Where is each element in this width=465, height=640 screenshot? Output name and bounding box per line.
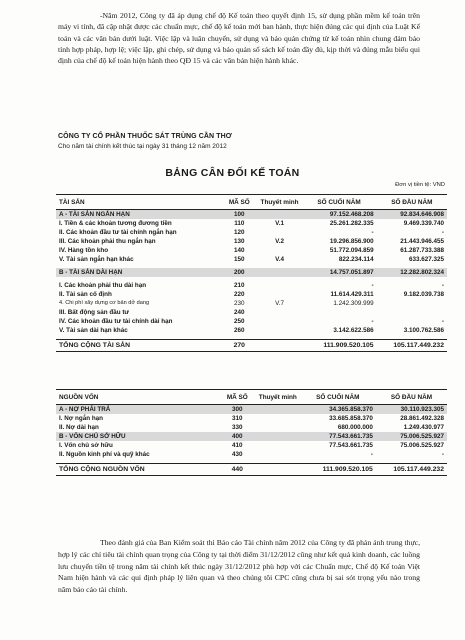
row-note xyxy=(258,308,302,317)
row-code: 410 xyxy=(232,442,243,449)
row-name: V. Tài sản ngắn hạn khác xyxy=(59,256,134,263)
row-end-value: 34.365.858.370 xyxy=(300,405,376,415)
row-end-value: - xyxy=(371,229,374,236)
table-row xyxy=(56,464,447,476)
header-note: Thuyết minh xyxy=(258,195,302,210)
row-end-value: 3.142.622.586 xyxy=(333,327,374,334)
row-note xyxy=(258,210,302,220)
row-begin-value: 105.117.449.232 xyxy=(377,340,447,352)
row-begin-value: 9.182.039.738 xyxy=(403,291,444,298)
row-name: II. Nợ dài hạn xyxy=(59,424,99,431)
reporting-period: Cho năm tài chính kết thúc tại ngày 31 tháng 12 năm 2012 xyxy=(58,143,227,150)
row-note xyxy=(256,441,300,450)
row-begin-value xyxy=(377,308,447,317)
row-begin-value: - xyxy=(441,282,444,289)
row-end-value: - xyxy=(371,318,374,325)
row-name: I. Các khoản phải thu dài hạn xyxy=(59,282,147,289)
row-end-value: 111.909.520.105 xyxy=(302,340,377,352)
row-begin-value: - xyxy=(441,229,444,236)
row-end-value: 77.543.661.735 xyxy=(329,442,373,449)
row-end-value: - xyxy=(371,282,374,289)
row-end-value: - xyxy=(370,451,373,458)
row-note xyxy=(258,228,302,237)
row-end-value: 97.152.468.208 xyxy=(302,210,377,220)
row-name: IV. Các khoản đầu tư tài chính dài hạn xyxy=(59,318,173,325)
row-name: II. Nguồn kinh phí và quỹ khác xyxy=(59,451,150,458)
row-begin-value: 75.006.525.927 xyxy=(400,442,444,449)
row-code: 140 xyxy=(234,247,245,254)
table-row xyxy=(56,340,447,352)
table-row xyxy=(56,237,447,246)
row-code: 240 xyxy=(234,309,245,316)
row-code: 400 xyxy=(219,432,256,441)
row-code: 200 xyxy=(221,268,257,277)
row-begin-value xyxy=(377,299,447,308)
table-row xyxy=(56,219,447,228)
table-row xyxy=(56,246,447,255)
header-end: SỐ CUỐI NĂM xyxy=(302,195,377,210)
row-begin-value: 28.861.492.328 xyxy=(400,415,444,422)
row-note: V.2 xyxy=(275,238,284,245)
row-end-value: 822.234.114 xyxy=(338,256,374,263)
table-row xyxy=(56,405,447,415)
row-begin-value: 1.249.430.977 xyxy=(403,424,444,431)
header-code: MÃ SỐ xyxy=(219,390,256,405)
header-begin: SỐ ĐẦU NĂM xyxy=(376,390,447,405)
row-begin-value: 9.469.339.740 xyxy=(403,220,444,227)
row-end-value: 11.614.429.311 xyxy=(330,291,374,298)
row-name: I. Nợ ngắn hạn xyxy=(59,415,104,422)
row-name: TỔNG CỘNG NGUỒN VỐN xyxy=(56,464,219,476)
row-begin-value: 21.443.946.455 xyxy=(400,238,444,245)
row-name: I. Tiền & các khoản tương đương tiền xyxy=(59,220,172,227)
row-end-value: 25.261.282.335 xyxy=(329,220,374,227)
row-code: 150 xyxy=(234,256,245,263)
row-note xyxy=(256,464,300,476)
row-name: II. Tài sản cố định xyxy=(59,291,112,298)
assets-table xyxy=(56,194,447,352)
row-name: 4. Chi phí xây dựng cơ bản dở dang xyxy=(59,300,150,306)
row-code: 310 xyxy=(232,415,243,422)
company-name: CÔNG TY CỔ PHẦN THUỐC SÁT TRÙNG CẦN THƠ xyxy=(58,133,232,140)
row-end-value: 680.000.000 xyxy=(337,424,373,431)
row-note xyxy=(258,268,302,277)
header-name: NGUỒN VỐN xyxy=(56,390,219,405)
table-row xyxy=(56,326,447,335)
intro-paragraph: -Năm 2012, Công ty đã áp dụng chế độ Kế toán theo quyết định 15, sử dụng phần mềm kế toán trên máy vi tính, đã cập nhật được các chuẩn mực, chế độ kế toán mới ban hành, thực hiện đúng các qui định của Luật Kế toán và các văn bản dưới luật. Việc lập và luân chuyển, sử dụng và bảo quản chứng từ kế toán nhìn chung đảm bảo tính hợp pháp, hợp lệ; việc lập, ghi chép, sử dụng và bảo quản sổ sách kế toán đầy đủ, kịp thời và đúng mẫu biểu qui định của chế độ kế toán hiện hành theo QĐ 15 và các văn bản hiện hành khác. xyxy=(58,11,420,66)
header-code: MÃ SỐ xyxy=(221,195,257,210)
row-note xyxy=(256,423,300,432)
row-begin-value: 30.110.923.305 xyxy=(376,405,447,415)
row-note xyxy=(258,340,302,352)
row-end-value: 14.757.051.897 xyxy=(302,268,377,277)
row-code: 430 xyxy=(232,451,243,458)
row-note xyxy=(256,414,300,423)
row-note: V.7 xyxy=(275,300,284,307)
table-row xyxy=(56,210,447,220)
header-name: TÀI SẢN xyxy=(56,195,221,210)
row-name: TỔNG CỘNG TÀI SẢN xyxy=(56,340,221,352)
table-row xyxy=(56,268,447,277)
table-row xyxy=(56,299,447,308)
row-note xyxy=(256,405,300,415)
row-name: B - VỐN CHỦ SỞ HỮU xyxy=(56,432,219,441)
row-name: I. Vốn chủ sở hữu xyxy=(59,442,113,449)
table-row xyxy=(56,255,447,264)
row-note: V.4 xyxy=(275,256,284,263)
table-row xyxy=(56,228,447,237)
row-name: II. Các khoản đầu tư tài chính ngắn hạn xyxy=(59,229,177,236)
row-note xyxy=(258,246,302,255)
row-end-value: 1.242.309.999 xyxy=(333,300,374,307)
row-begin-value: 105.117.449.232 xyxy=(376,464,447,476)
liabilities-table xyxy=(56,389,447,476)
row-begin-value: 12.282.802.324 xyxy=(377,268,447,277)
liabilities-header-row xyxy=(56,390,447,405)
row-name: III. Bất động sản đầu tư xyxy=(59,309,129,316)
row-code: 130 xyxy=(234,238,245,245)
row-code: 270 xyxy=(221,340,257,352)
table-row xyxy=(56,308,447,317)
row-note xyxy=(258,317,302,326)
header-begin: SỐ ĐẦU NĂM xyxy=(377,195,447,210)
row-code: 220 xyxy=(234,291,245,298)
row-code: 250 xyxy=(234,318,245,325)
row-end-value: 111.909.520.105 xyxy=(300,464,376,476)
row-begin-value: 3.100.762.586 xyxy=(403,327,444,334)
row-begin-value: 92.834.646.908 xyxy=(377,210,447,220)
row-name: III. Các khoản phải thu ngắn hạn xyxy=(59,238,156,245)
header-end: SỐ CUỐI NĂM xyxy=(300,390,376,405)
conclusion-paragraph: Theo đánh giá của Ban Kiểm soát thì Báo cáo Tài chính năm 2012 của Công ty đã phản ánh trung thực, hợp lý các chỉ tiêu tài chính quan trọng của Công ty tại thời điểm 31/12/2012 cũng như kết quả kinh doanh, các luồng lưu chuyển tiền tệ trong năm tài chính kết thúc ngày 31/12/2012 phù hợp với các Chuẩn mực, Chế độ Kế toán Việt Nam hiện hành và các qui định pháp lý liên quan và theo chúng tôi CPC cũng chưa bị sai sót trọng yếu nào trong năm báo cáo tài chính. xyxy=(58,538,420,595)
row-name: V. Tài sản dài hạn khác xyxy=(59,327,128,334)
table-row xyxy=(56,414,447,423)
row-begin-value: 75.006.525.927 xyxy=(376,432,447,441)
assets-header-row xyxy=(56,195,447,210)
balance-sheet-title: BẢNG CÂN ĐỐI KẾ TOÁN xyxy=(165,167,300,179)
row-name: B - TÀI SẢN DÀI HẠN xyxy=(56,268,221,277)
row-end-value: 77.543.661.735 xyxy=(300,432,376,441)
row-code: 330 xyxy=(232,424,243,431)
row-code: 300 xyxy=(219,405,256,415)
table-row xyxy=(56,441,447,450)
row-end-value: 33.685.858.370 xyxy=(329,415,373,422)
table-row xyxy=(56,450,447,459)
row-code: 440 xyxy=(219,464,256,476)
row-end-value: 51.772.094.859 xyxy=(329,247,374,254)
row-code: 100 xyxy=(221,210,257,220)
row-begin-value: 61.287.733.388 xyxy=(400,247,444,254)
row-note xyxy=(256,450,300,459)
row-note xyxy=(258,290,302,299)
row-name: A - NỢ PHẢI TRẢ xyxy=(56,405,219,415)
row-begin-value: 633.627.325 xyxy=(408,256,444,263)
table-row xyxy=(56,432,447,441)
header-note: Thuyết minh xyxy=(256,390,300,405)
row-name: IV. Hàng tồn kho xyxy=(59,247,109,254)
row-note xyxy=(256,432,300,441)
row-note xyxy=(258,281,302,290)
row-code: 260 xyxy=(234,327,245,334)
row-note: V.1 xyxy=(275,220,284,227)
table-row xyxy=(56,281,447,290)
row-code: 120 xyxy=(234,229,245,236)
currency-unit: Đơn vị tiền tệ: VND xyxy=(395,182,445,188)
table-row xyxy=(56,317,447,326)
row-code: 230 xyxy=(234,300,245,307)
row-note xyxy=(258,326,302,335)
row-begin-value: - xyxy=(441,318,444,325)
row-code: 110 xyxy=(234,220,245,227)
row-name: A - TÀI SẢN NGẮN HẠN xyxy=(56,210,221,220)
row-end-value: 19.296.856.900 xyxy=(329,238,374,245)
row-code: 210 xyxy=(234,282,245,289)
table-row xyxy=(56,423,447,432)
table-row xyxy=(56,290,447,299)
row-begin-value: - xyxy=(441,451,444,458)
row-end-value xyxy=(302,308,377,317)
